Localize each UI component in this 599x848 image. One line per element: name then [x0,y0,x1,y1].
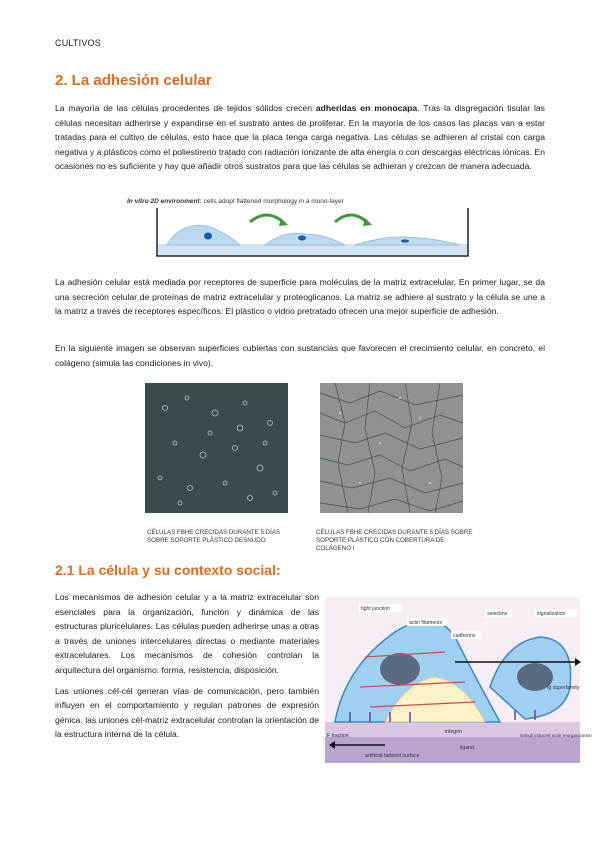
micrograph-collagen [320,383,463,513]
micrograph-plastic [145,383,288,513]
label-integrin: integrin [445,729,463,735]
label-ligand: ligand [460,745,474,751]
running-header: CULTIVOS [55,38,101,48]
monolayer-figure [155,196,470,258]
label-surface: artificial tailored surface [365,753,420,759]
label-tight-junction: tight junction [361,606,391,612]
micrograph-caption-collagen: CÉLULAS FBHE CRECIDAS DURANTE 5 DÍAS SOBRE SOPORTE PLÁSTICO CON COBERTURA DE COLÁGENO I [316,529,473,552]
label-signalization: signalization [537,611,566,617]
label-stimuli: stimuli induced actin reorganization [520,733,592,738]
label-cadherins: cadherins [453,633,476,639]
paragraph-mechanisms: Los mecanismos de adhesión celular y a la matriz extracelular son esenciales para la organización, función y dinámica de las estructuras pluricelulares. Las células pueden adherirse unas a otras a través de uniones intercelulares directas o mediante materiales extracelulares. Los mecanismos de cohesión controlan la arquitectura del organismo: forma, resistencia, disposición. [55,592,319,675]
paragraph-collagen: En la siguiente imagen se observan superficies cubiertas con sustancias que favorecen el crecimiento celular, en concreto, el colágeno (simula las condiciones in vivo). [55,343,545,368]
label-ig: Ig superfamily [547,685,580,691]
label-actin: actin filaments [409,620,443,626]
paragraph-adhesion-intro: La mayoría de las células procedentes de tejidos sólidos crecen adheridas en monocapa. Tras la disgregación tisular las células necesitan adherirse y expandirse en el sustrato antes de proliferar. En la mayoría de los casos las placas van a estar tratadas para el cultivo de células, esto hace que la placa tenga carga negativa. Las células se adhieren al cristal con carga negativa y a plásticos como el poliestireno tratado con radiación ionizante de alta energía o con descargas eléctricas iónicas. En ocasiones no es suficiente y hay que añadir otros sustratos para que las células se adhieran y crezcan de manera adecuada. [55,103,545,172]
section-title: 2. La adhesión celular [55,72,212,89]
cell-adhesion-diagram [325,597,592,763]
micrograph-caption-plastic: CÉLULAS FBHE CRECIDAS DURANTE 5 DÍAS SOBRE SOPORTE PLÁSTICO DESNUDO [147,529,281,544]
label-traction: F traction [327,733,349,739]
text-column [55,590,319,748]
subsection-title: 2.1 La célula y su contexto social: [55,562,281,578]
bold-term: adheridas en monocapa [315,103,418,113]
paragraph-junctions: Las uniones cél-cél generan vías de comunicación, pero también influyen en el comportamiento y regulan patrones de expresión génica. las uniones cél-matriz extracelular controlan la orientación de la estructura interna de la célula. [55,685,319,740]
label-selectins: selectins [487,611,508,617]
paragraph-receptors: La adhesión celular está mediada por receptores de superficie para moléculas de la matriz extracelular. En primer lugar, se da una secreción celular de proteínas de matriz extracelular y proteoglicanos. La matriz se adhiere al sustrato y la célula se une a la matriz a través de receptores específicos. El plástico o vidrio pretratado ofrecen una mejor superficie de adhesión. [55,277,545,317]
figure-caption-2d: In vitro 2D environment: cells adopt flattened morphology in a mono-layer [127,198,344,205]
